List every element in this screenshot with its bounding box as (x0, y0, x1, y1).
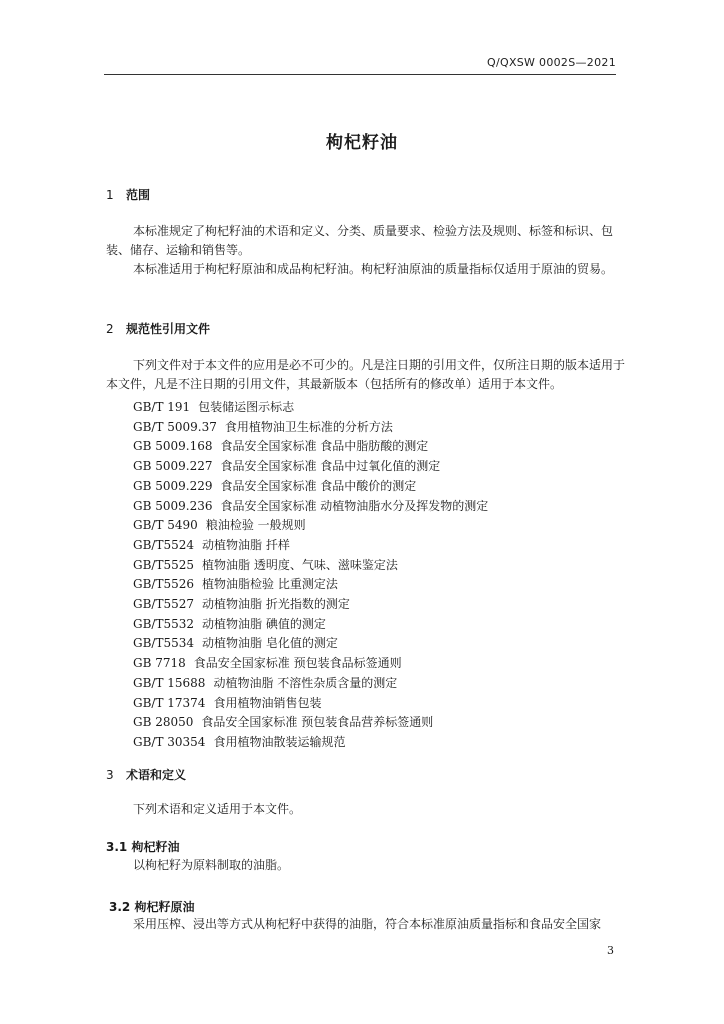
reference-code: GB/T5527 (133, 597, 194, 612)
reference-title: 食品安全国家标准 动植物油脂水分及挥发物的测定 (220, 498, 489, 513)
reference-code: GB 5009.168 (133, 439, 213, 454)
section-heading-terms-definitions (106, 766, 186, 783)
reference-item (133, 713, 488, 733)
reference-item (133, 437, 488, 457)
document-title: 枸杞籽油 (326, 133, 398, 153)
term-definition-text: 以枸杞籽为原料制取的油脂。 (133, 858, 290, 872)
reference-item (133, 398, 488, 418)
section-title: 术语和定义 (126, 768, 187, 782)
page-number: 3 (607, 944, 614, 957)
reference-title: 植物油脂 透明度、气味、滋味鉴定法 (202, 557, 398, 572)
reference-code: GB/T5532 (133, 616, 194, 631)
scope-paragraphs (106, 222, 626, 279)
reference-code: GB 5009.236 (133, 498, 213, 513)
reference-code: GB 5009.227 (133, 459, 213, 474)
reference-item (133, 536, 488, 556)
term-title: 枸杞籽油 (131, 840, 180, 854)
standard-code: Q/QXSW 0002S—2021 (487, 56, 616, 69)
term-number: 3.2 (109, 900, 131, 914)
reference-item (133, 674, 488, 694)
section-heading-normative-references (106, 320, 210, 337)
reference-item (133, 497, 488, 517)
reference-code: GB 28050 (133, 715, 194, 730)
reference-code: GB/T 5009.37 (133, 419, 217, 434)
reference-item (133, 654, 488, 674)
reference-code: GB/T 17374 (133, 695, 206, 710)
reference-title: 食用植物油散装运输规范 (213, 734, 346, 749)
reference-item (133, 418, 488, 438)
reference-title: 食品安全国家标准 食品中酸价的测定 (220, 478, 417, 493)
reference-title: 植物油脂检验 比重测定法 (202, 577, 338, 592)
reference-list (133, 398, 488, 753)
reference-item (133, 615, 488, 635)
term-number: 3.1 (106, 840, 128, 854)
section-title: 规范性引用文件 (126, 322, 211, 336)
references-intro (106, 356, 626, 394)
reference-item (133, 575, 488, 595)
references-intro-paragraph: 下列文件对于本文件的应用是必不可少的。凡是注日期的引用文件，仅所注日期的版本适用于本文件，凡是不注日期的引用文件，其最新版本（包括所有的修改单）适用于本文件。 (106, 358, 626, 391)
reference-title: 食用植物油销售包装 (213, 695, 322, 710)
section-number: 1 (106, 188, 114, 202)
term-heading-3-1 (106, 838, 179, 855)
scope-paragraph-1: 本标准规定了枸杞籽油的术语和定义、分类、质量要求、检验方法及规则、标签和标识、包装、储存、运输和销售等。 (106, 224, 614, 257)
reference-code: GB/T 191 (133, 400, 191, 414)
reference-item (133, 477, 488, 497)
reference-title: 食品安全国家标准 预包装食品营养标签通则 (201, 715, 434, 730)
terms-intro-paragraph: 下列术语和定义适用于本文件。 (133, 802, 302, 816)
reference-code: GB/T5526 (133, 577, 194, 592)
reference-title: 食品安全国家标准 食品中过氧化值的测定 (220, 459, 441, 474)
reference-title: 动植物油脂 折光指数的测定 (202, 597, 350, 612)
reference-code: GB/T5534 (133, 636, 194, 651)
reference-title: 食用植物油卫生标准的分析方法 (224, 419, 393, 434)
reference-item (133, 516, 488, 536)
reference-item (133, 733, 488, 753)
reference-item (133, 634, 488, 654)
section-number: 3 (106, 768, 114, 782)
reference-title: 粮油检验 一般规则 (205, 518, 306, 533)
reference-code: GB/T 30354 (133, 734, 206, 749)
reference-title: 包装储运图示标志 (198, 400, 295, 414)
section-heading-scope (106, 186, 150, 203)
reference-title: 动植物油脂 皂化值的测定 (202, 636, 338, 651)
reference-item (133, 694, 488, 714)
section-number: 2 (106, 322, 114, 336)
term-definition-text: 采用压榨、浸出等方式从枸杞籽中获得的油脂，符合本标准原油质量指标和食品安全国家 (133, 917, 602, 931)
reference-code: GB 7718 (133, 656, 186, 671)
section-title: 范围 (126, 188, 151, 202)
reference-item (133, 556, 488, 576)
reference-item (133, 595, 488, 615)
reference-title: 动植物油脂 碘值的测定 (202, 616, 326, 631)
term-definition-3-2 (106, 915, 626, 934)
scope-paragraph-2: 本标准适用于枸杞籽原油和成品枸杞籽油。枸杞籽油原油的质量指标仅适用于原油的贸易。 (133, 262, 614, 276)
terms-intro (106, 800, 626, 819)
reference-code: GB/T5524 (133, 537, 194, 552)
term-definition-3-1 (106, 856, 626, 875)
reference-code: GB/T5525 (133, 557, 194, 572)
reference-code: GB 5009.229 (133, 478, 213, 493)
term-heading-3-2 (109, 898, 194, 915)
term-title: 枸杞籽原油 (134, 900, 195, 914)
reference-code: GB/T 5490 (133, 518, 198, 533)
reference-code: GB/T 15688 (133, 675, 206, 690)
reference-title: 食品安全国家标准 食品中脂肪酸的测定 (220, 439, 429, 454)
reference-item (133, 457, 488, 477)
header-divider (104, 74, 616, 75)
reference-title: 食品安全国家标准 预包装食品标签通则 (193, 656, 402, 671)
reference-title: 动植物油脂 不溶性杂质含量的测定 (213, 675, 398, 690)
reference-title: 动植物油脂 扦样 (202, 537, 290, 552)
